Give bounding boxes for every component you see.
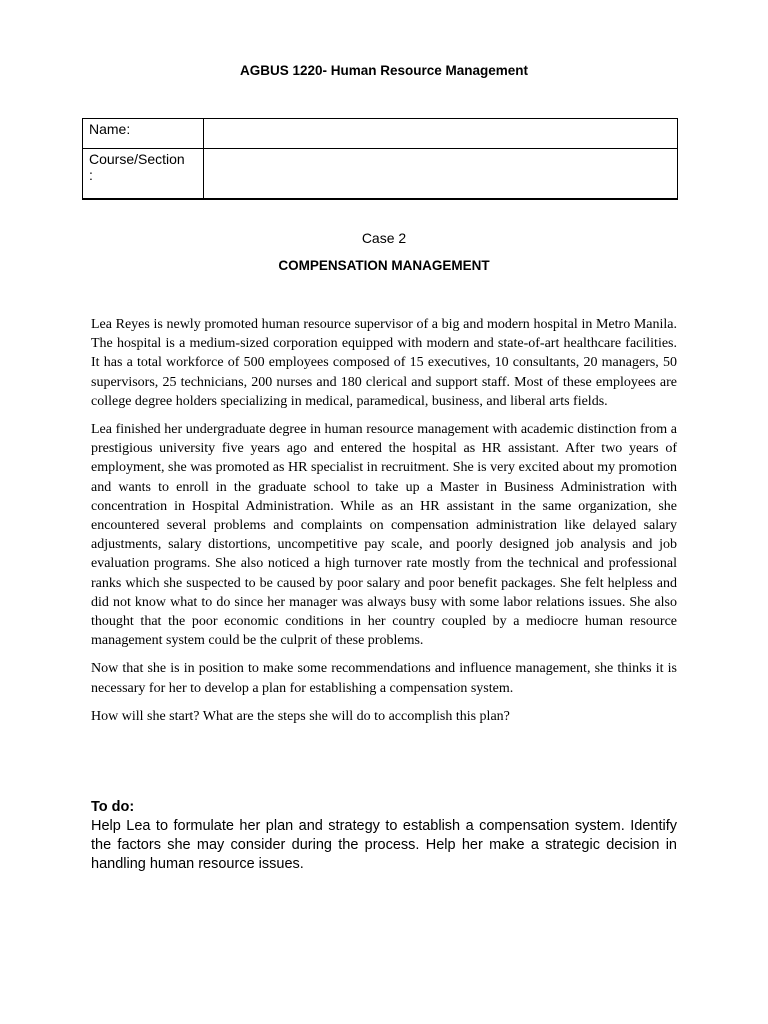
- case-paragraph: Lea Reyes is newly promoted human resource supervisor of a big and modern hospital in Metro Manila. The hospital is a medium-sized corporation equipped with modern and state-of-art healthcare facilities. It has a total workforce of 500 employees composed of 15 executives, 10 consultants, 20 managers, 50 supervisors, 25 technicians, 200 nurses and 180 clerical and support staff. Most of these employees are college degree holders specializing in medical, paramedical, business, and liberal arts fields.: [91, 317, 677, 409]
- case-paragraph: Lea finished her undergraduate degree in human resource management with academic distinction from a prestigious university five years ago and entered the hospital as HR assistant. After two years of employment, she was promoted as HR specialist in recruitment. She is very excited about my promotion and wants to enroll in the graduate school to take up a Master in Business Administration with concentration in Hospital Administration. While as an HR assistant in the same organization, she encountered several problems and complaints on compensation administration like delayed salary adjustments, salary distortions, uncompetitive pay scale, and poorly designed job analysis and job evaluation programs. She also noticed a high turnover rate mostly from the technical and professional ranks which she suspected to be caused by poor salary and poor benefit packages. She felt helpless and did not know what to do since her manager was always busy with some labor relations issues. She also thought that the poor economic conditions in her country coupled by a mediocre human resource management system could be the culprit of these problems.: [91, 422, 677, 649]
- student-info-table: [82, 118, 678, 200]
- todo-section: [91, 798, 677, 874]
- course-section-label: Course/Section :: [83, 149, 204, 200]
- name-label: Name:: [83, 119, 204, 149]
- case-number: Case 2: [361, 230, 407, 246]
- todo-label: To do:: [91, 799, 135, 815]
- case-body: [91, 315, 677, 735]
- case-paragraph: Now that she is in position to make some recommendations and influence management, she thinks it is necessary for her to develop a plan for establishing a compensation system.: [91, 661, 677, 696]
- name-field[interactable]: [204, 119, 678, 149]
- name-row: [83, 119, 678, 149]
- todo-text: Help Lea to formulate her plan and strategy to establish a compensation system. Identify the factors she may consider during the process. Help her make a strategic decision in handling human resource issues.: [91, 818, 677, 872]
- course-title: AGBUS 1220- Human Resource Management: [239, 63, 529, 78]
- course-section-field[interactable]: [204, 149, 678, 200]
- course-section-row: [83, 149, 678, 200]
- case-question: How will she start? What are the steps she will do to accomplish this plan?: [91, 708, 510, 724]
- case-heading: COMPENSATION MANAGEMENT: [278, 258, 490, 273]
